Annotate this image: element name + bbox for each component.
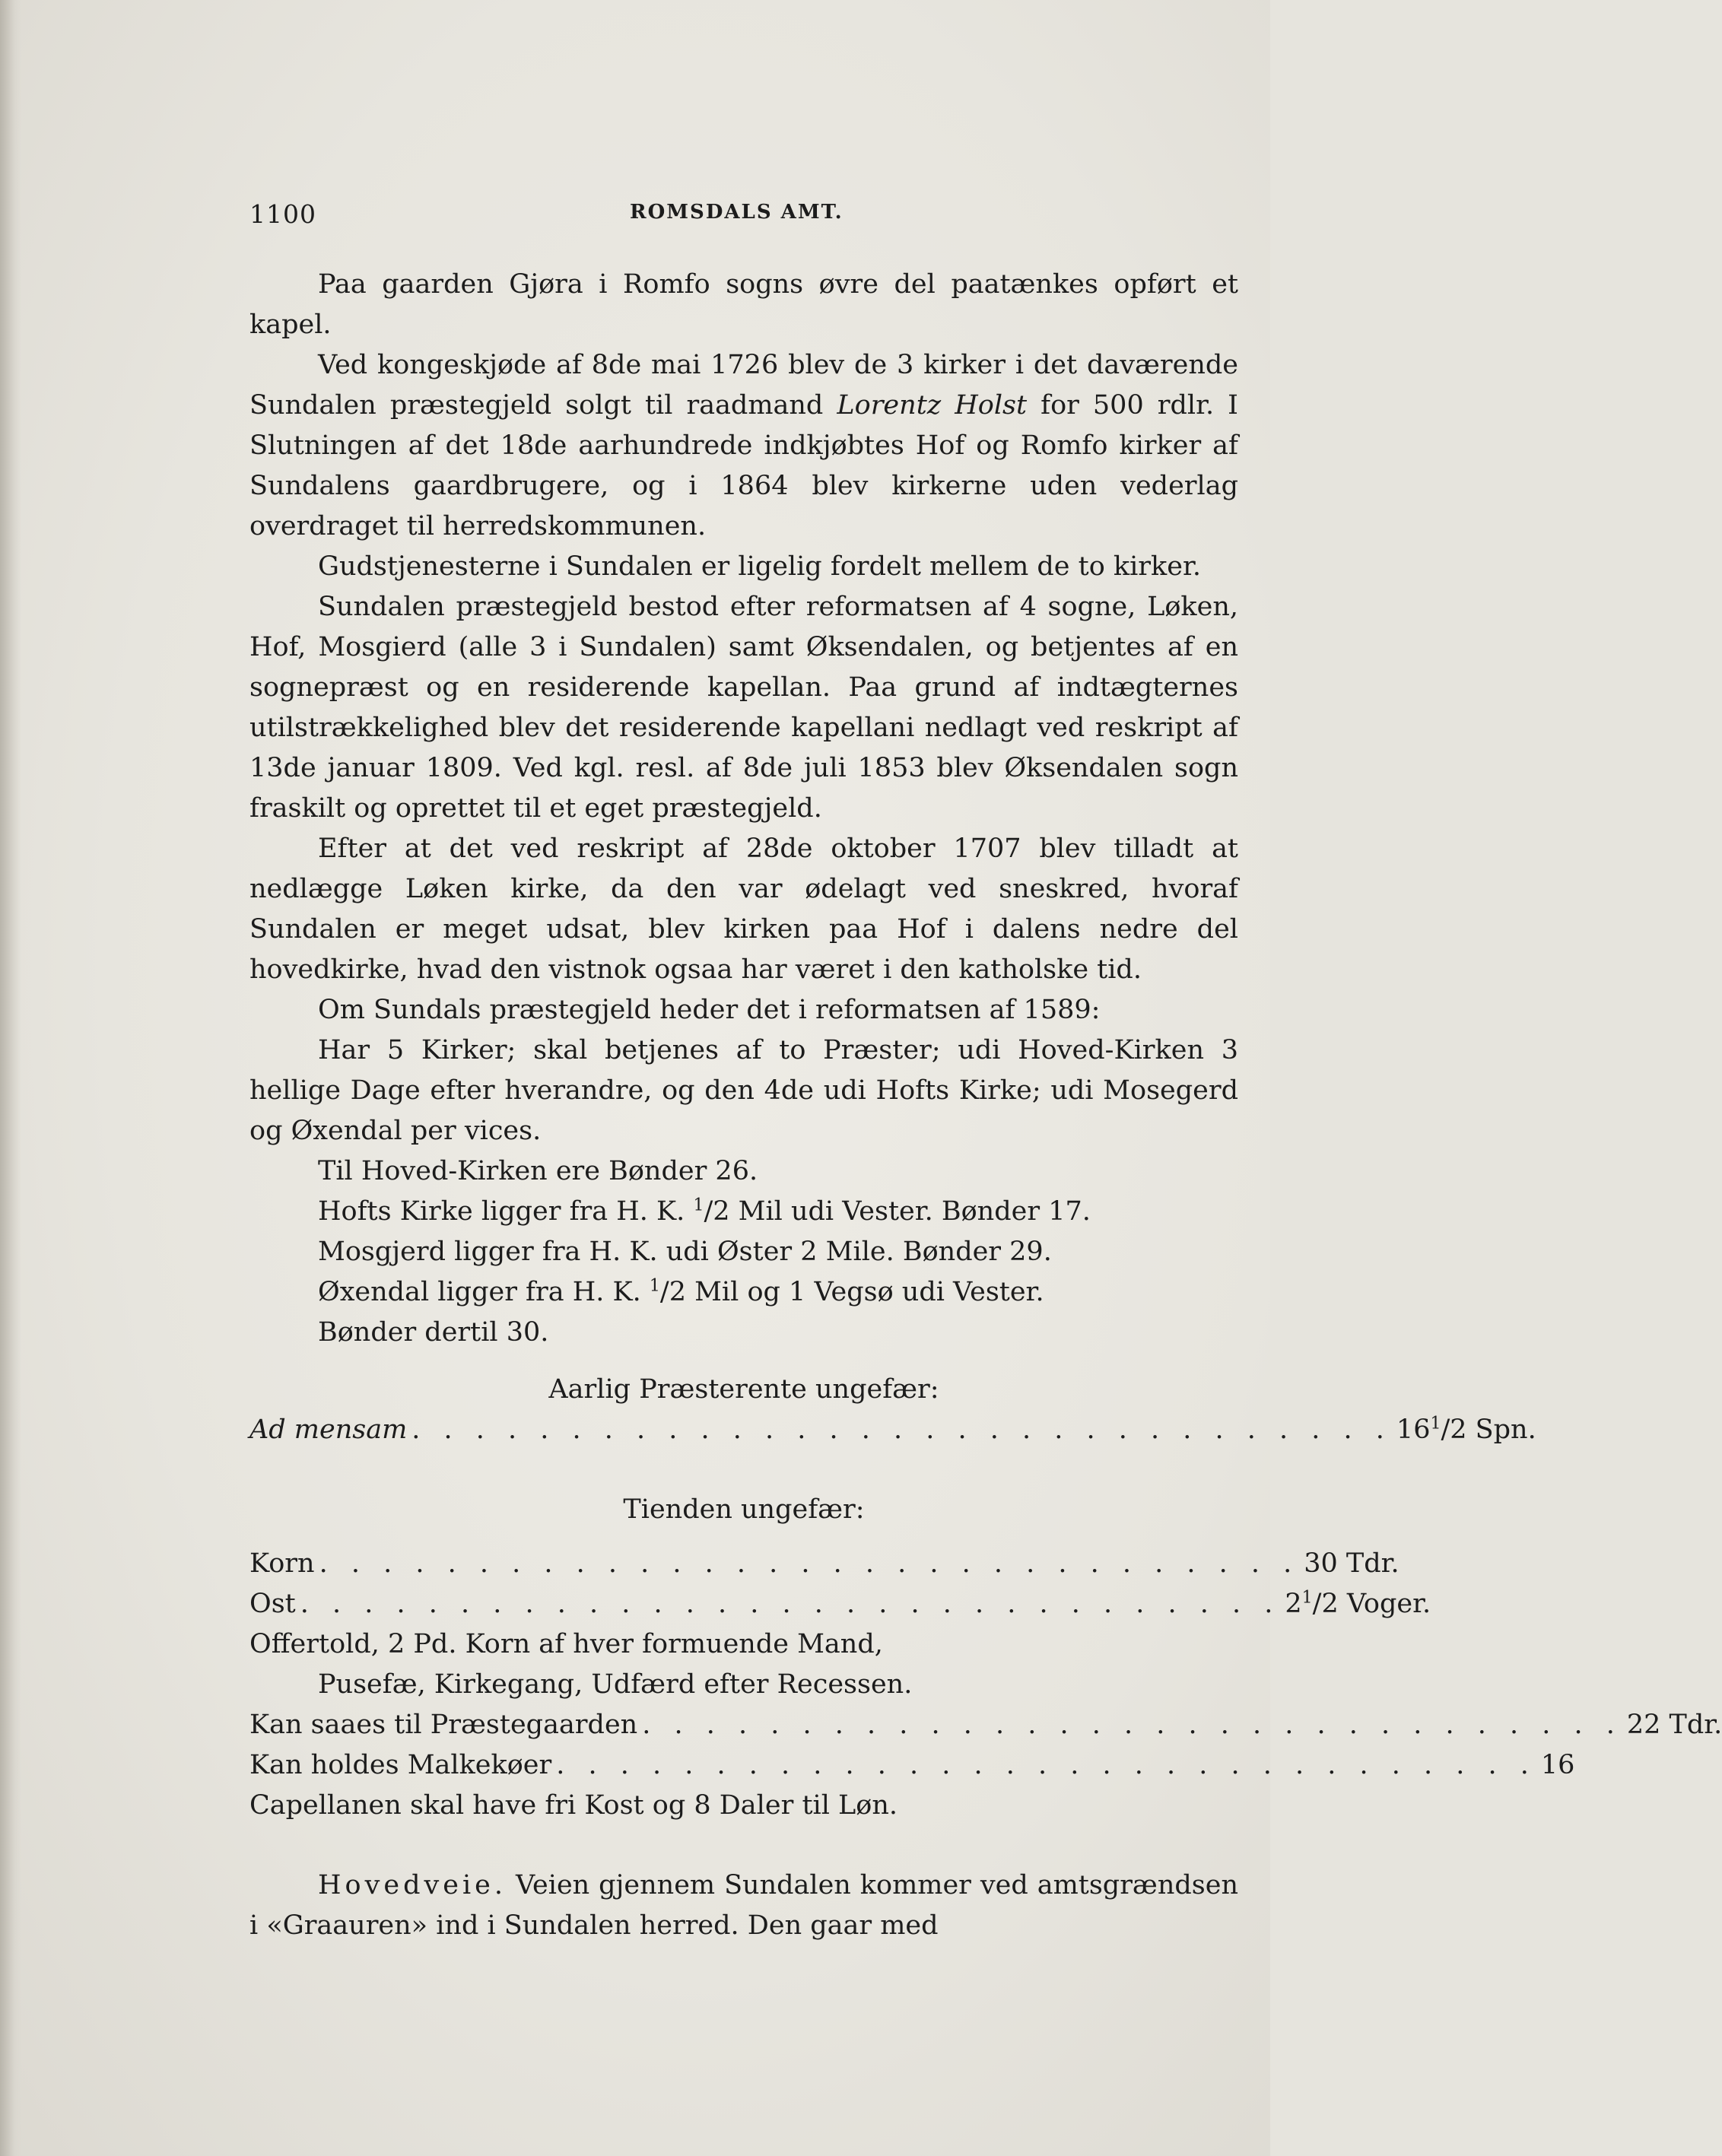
korn-value: 30 Tdr. bbox=[1304, 1548, 1400, 1579]
section-heading: Hovedveie. bbox=[318, 1870, 507, 1900]
quote-text: /2 Mil og 1 Vegsø udi Vester. bbox=[659, 1277, 1044, 1307]
korn-label: Korn bbox=[249, 1548, 315, 1579]
page-number: 1100 bbox=[249, 199, 316, 229]
holdes-value: 16 bbox=[1540, 1750, 1575, 1780]
person-name: Lorentz Holst bbox=[837, 390, 1028, 421]
paragraph: Efter at det ved reskript af 28de oktober 1707 blev tilladt at nedlægge Løken kirke, da den var ødelagt ved sneskred, hvoraf Sundalen er meget udsat, blev kirken paa Hof i dalens nedre del hovedkirke, hvad den vistnok ogsaa har været i den katholske tid. bbox=[249, 834, 1238, 985]
rente-value: $16^1/2$ Spn. bbox=[1396, 1414, 1536, 1445]
fraction-numerator: 1 bbox=[693, 1195, 704, 1215]
ost-label: Ost bbox=[249, 1589, 296, 1619]
leader-dots: . . . . . . . . . . . . . . . . . . . . . . . . . . . . . . . bbox=[319, 1548, 1300, 1579]
quote-text: Øxendal ligger fra H. K. bbox=[318, 1277, 650, 1307]
ost-value: $2^1/2$ Voger. bbox=[1285, 1588, 1431, 1619]
book-gutter bbox=[0, 0, 21, 2156]
holdes-label: Kan holdes Malkekøer bbox=[249, 1750, 552, 1780]
quote-line: Mosgjerd ligger fra H. K. udi Øster 2 Mile. Bønder 29. bbox=[318, 1237, 1052, 1267]
quote-text: Hofts Kirke ligger fra H. K. bbox=[318, 1196, 694, 1227]
saaes-label: Kan saaes til Præstegaarden bbox=[249, 1710, 638, 1740]
quote-line: Til Hoved-Kirken ere Bønder 26. bbox=[318, 1156, 758, 1186]
paragraph: Sundalen præstegjeld bestod efter reformatsen af 4 sogne, Løken, Hof, Mosgierd (alle 3 i Sundalen) samt Øksendalen, og betjentes af en sognepræst og en residerende kapellan. Paa grund af indtægternes utilstrækkelighed blev det residerende kapellani nedlagt ved reskript af 13de januar 1809. Ved kgl. resl. af 8de juli 1853 blev Øksendalen sogn fraskilt og oprettet til et eget præstegjeld. bbox=[249, 592, 1238, 824]
paragraph: Om Sundals præstegjeld heder det i reformatsen af 1589: bbox=[318, 995, 1101, 1025]
offertold-line: Offertold, 2 Pd. Korn af hver formuende Mand, bbox=[249, 1629, 883, 1659]
quote-text: /2 Mil udi Vester. Bønder 17. bbox=[704, 1196, 1091, 1227]
quote-line: Bønder dertil 30. bbox=[318, 1317, 549, 1348]
rente-row bbox=[249, 1410, 1536, 1450]
reformats-quote bbox=[249, 1030, 1238, 1353]
saaes-row bbox=[249, 1705, 1722, 1745]
ost-row bbox=[249, 1584, 1431, 1624]
paragraph: Paa gaarden Gjøra i Romfo sogns øvre del paatænkes opført et kapel. bbox=[249, 269, 1238, 340]
capellan-line: Capellanen skal have fri Kost og 8 Daler til Løn. bbox=[249, 1790, 898, 1821]
pusefae-line: Pusefæ, Kirkegang, Udfærd efter Recessen. bbox=[318, 1669, 913, 1700]
quote-line: Har 5 Kirker; skal betjenes af to Præster; udi Hoved-Kirken 3 hellige Dage efter hverandre, og den 4de udi Hofts Kirke; udi Mosegerd og Øxendal per vices. bbox=[249, 1035, 1238, 1146]
rente-label: Ad mensam bbox=[249, 1415, 408, 1445]
quote-line bbox=[249, 1192, 1238, 1232]
fraction-numerator: 1 bbox=[649, 1276, 660, 1296]
hovedveie-paragraph bbox=[249, 1865, 1238, 1946]
rente-heading: Aarlig Præsterente ungefær: bbox=[548, 1374, 939, 1405]
paragraph-text: Ved kongeskjøde af 8de mai 1726 blev de 3 kirker i det daværende Sundalen præstegjeld solgt til raadmand bbox=[249, 350, 1238, 421]
leader-dots: . . . . . . . . . . . . . . . . . . . . . . . . . . . . . . . bbox=[556, 1750, 1536, 1780]
tienden-heading: Tienden ungefær: bbox=[623, 1494, 865, 1525]
paragraph: Gudstjenesterne i Sundalen er ligelig fordelt mellem de to kirker. bbox=[318, 551, 1201, 582]
body-text bbox=[249, 265, 1722, 1946]
leader-dots: . . . . . . . . . . . . . . . . . . . . . . . . . . . . . . . bbox=[300, 1589, 1281, 1619]
paragraph-text: Veien gjennem Sundalen kommer ved amtsgrændsen i «Graauren» ind i Sundalen herred. Den gaar med bbox=[249, 1870, 1238, 1941]
holdes-row bbox=[249, 1745, 1575, 1786]
header-title: ROMSDALS AMT. bbox=[630, 201, 844, 224]
quote-line bbox=[249, 1272, 1238, 1313]
korn-row bbox=[249, 1544, 1400, 1584]
saaes-value: 22 Tdr. bbox=[1626, 1710, 1722, 1740]
paragraph bbox=[249, 345, 1238, 547]
leader-dots: . . . . . . . . . . . . . . . . . . . . . . . . . . . . . . . bbox=[411, 1415, 1392, 1445]
paragraph-text: for 500 rdlr. I Slutningen af det 18de aarhundrede indkjøbtes Hof og Romfo kirker af Sundalens gaardbrugere, og i 1864 blev kirkerne uden vederlag overdraget til herredskommunen. bbox=[249, 390, 1238, 541]
leader-dots: . . . . . . . . . . . . . . . . . . . . . . . . . . . . . . . bbox=[642, 1710, 1622, 1740]
running-head bbox=[249, 199, 1223, 237]
